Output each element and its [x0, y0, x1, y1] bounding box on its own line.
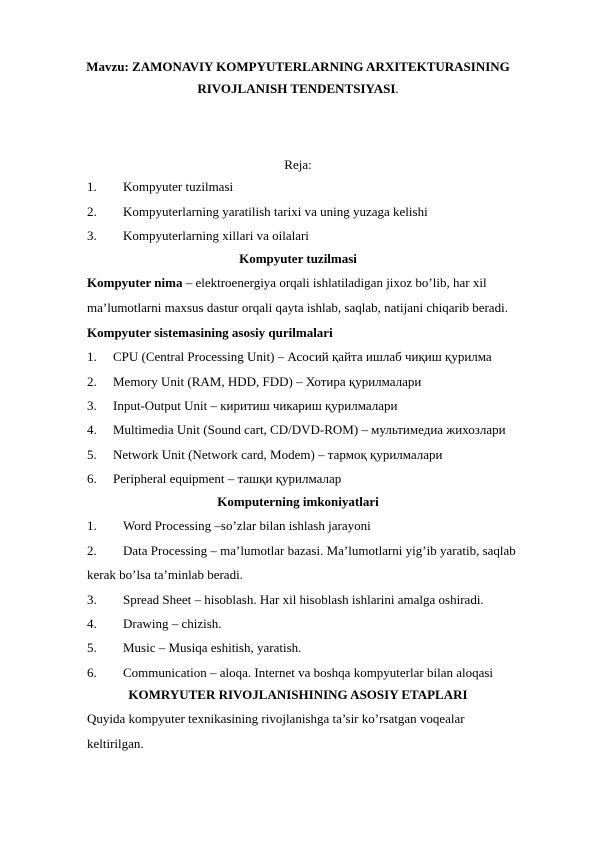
definition-term: Kompyuter nima — [87, 275, 183, 290]
subsection-heading: Kompyuter sistemasining asosiy qurilmalari — [87, 325, 333, 340]
topic-text-2: RIVOJLANISH TENDENTSIYASI — [197, 81, 396, 96]
plan-item-number: 3. — [87, 228, 97, 243]
section-heading: KOMRYUTER RIVOJLANISHINING ASOSIY ETAPLARI — [128, 687, 468, 702]
capability-text: Spread Sheet – hisoblash. Har xil hisoblash ishlarini amalga oshiradi. — [123, 592, 484, 607]
definition-paragraph-line-2: ma’lumotlarni maxsus dastur orqali qayta ishlab, saqlab, natijani chiqarib beradi. — [87, 300, 508, 315]
device-text: Network Unit (Network card, Modem) – тармоқ қурилмалари — [113, 447, 443, 462]
capability-number: 4. — [87, 616, 97, 631]
plan-item-text: Kompyuterlarning xillari va oilalari — [123, 228, 309, 243]
plan-item-number: 1. — [87, 179, 97, 194]
capability-text: Music – Musiqa eshitish, yaratish. — [123, 640, 302, 655]
plan-title: Reja: — [284, 157, 312, 172]
capability-number: 5. — [87, 640, 97, 655]
capability-number: 3. — [87, 592, 97, 607]
body-paragraph-line-2: keltirilgan. — [87, 736, 144, 751]
capability-text: Communication – aloqa. Internet va boshqa kompyuterlar bilan aloqasi — [123, 665, 494, 680]
device-number: 4. — [87, 422, 97, 437]
plan-item-text: Kompyuterlarning yaratilish tarixi va uning yuzaga kelishi — [123, 204, 428, 219]
section-heading: Komputerning imkoniyatlari — [217, 494, 379, 509]
topic-line-2 — [0, 81, 596, 97]
capability-number: 1. — [87, 518, 97, 533]
definition-paragraph — [87, 275, 487, 291]
topic-period: . — [395, 81, 399, 96]
device-text: CPU (Central Processing Unit) – Асосий қайта ишлаб чиқиш қурилма — [113, 349, 492, 364]
plan-item-number: 2. — [87, 204, 97, 219]
device-number: 6. — [87, 471, 97, 486]
device-text: Memory Unit (RAM, HDD, FDD) – Хотира қурилмалари — [113, 374, 422, 389]
capability-number: 6. — [87, 665, 97, 680]
device-number: 2. — [87, 374, 97, 389]
capability-text: Drawing – chizish. — [123, 616, 222, 631]
device-text: Input-Output Unit – киритиш чикариш қурилмалари — [113, 398, 398, 413]
definition-text: – elektroenergiya orqali ishlatiladigan jixoz bo’lib, har xil — [182, 275, 487, 290]
capability-number: 2. — [87, 543, 97, 558]
plan-item-text: Kompyuter tuzilmasi — [123, 179, 234, 194]
capability-text-continued: kerak bo’lsa ta’minlab beradi. — [87, 567, 243, 582]
device-text: Multimedia Unit (Sound cart, CD/DVD-ROM) – мультимедиа жихозлари — [113, 422, 506, 437]
topic-text: Mavzu: ZAMONAVIY KOMPYUTERLARNING ARXITEKTURASINING — [86, 59, 510, 74]
body-paragraph: Quyida kompyuter texnikasining rivojlanishga ta’sir ko’rsatgan voqealar — [87, 711, 465, 726]
device-number: 3. — [87, 398, 97, 413]
section-heading: Kompyuter tuzilmasi — [239, 251, 357, 266]
topic-line-1 — [0, 59, 596, 75]
device-text: Peripheral equipment – ташқи қурилмалар — [113, 471, 342, 486]
device-number: 1. — [87, 349, 97, 364]
device-number: 5. — [87, 447, 97, 462]
capability-text: Word Processing –so’zlar bilan ishlash jarayoni — [123, 518, 371, 533]
capability-text: Data Processing – ma’lumotlar bazasi. Ma’lumotlarni yig’ib yaratib, saqlab — [123, 543, 516, 558]
